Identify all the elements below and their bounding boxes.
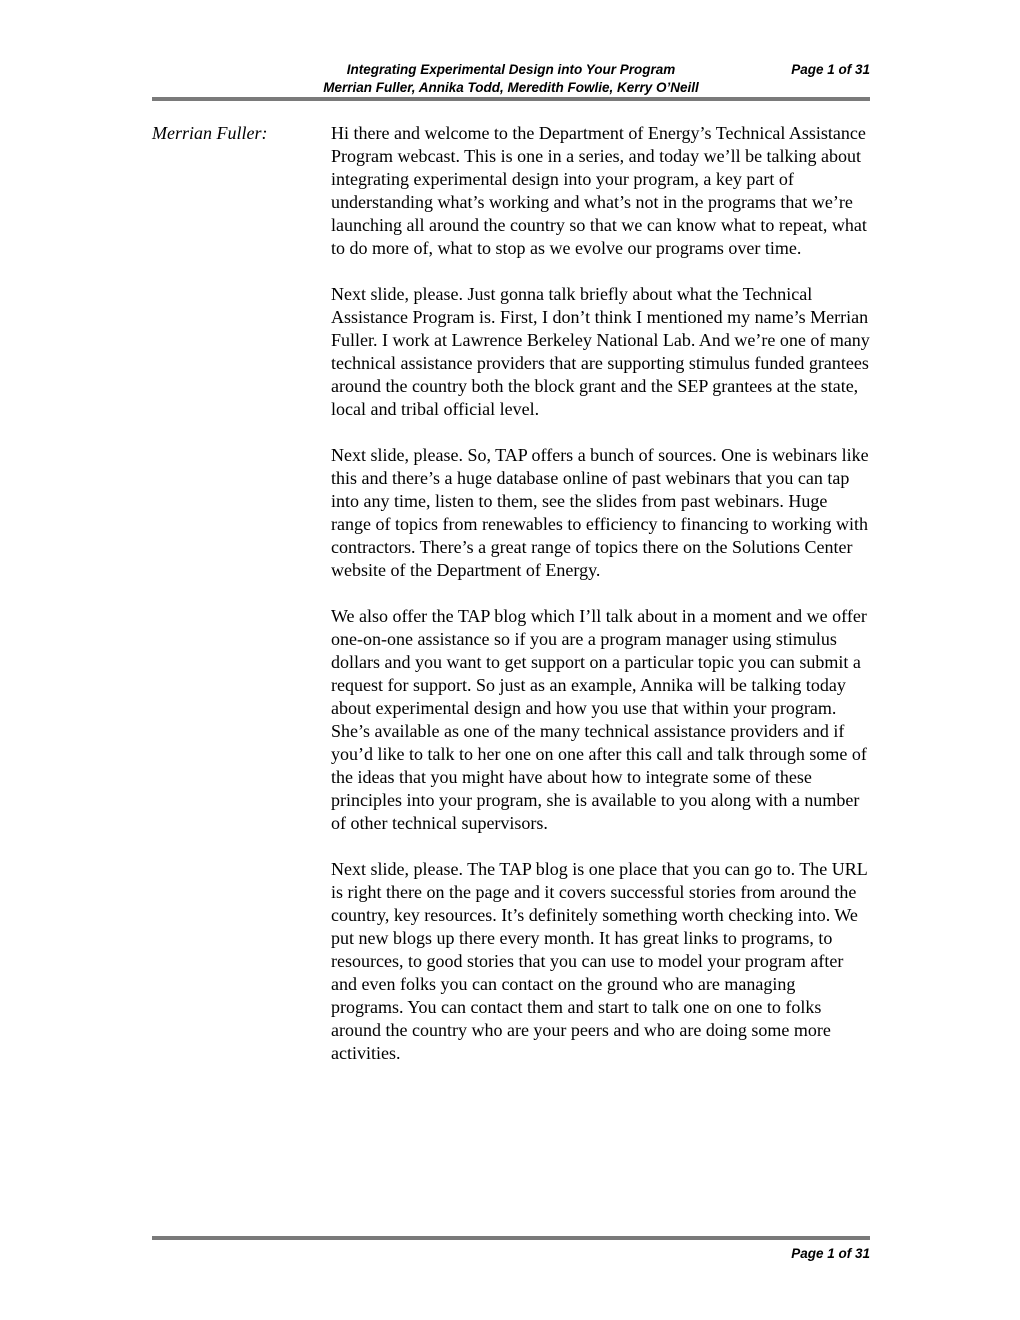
footer-divider [152, 1236, 870, 1240]
transcript-paragraph: Next slide, please. So, TAP offers a bunch of sources. One is webinars like this and there’s a huge database online of past webinars that you can tap into any time, listen to them, see the slides from past webinars. Huge range of topics from renewables to efficiency to financing to working with contractors. There’s a great range of topics there on the Solutions Center website of the Department of Energy. [331, 445, 869, 580]
transcript-paragraph: Next slide, please. Just gonna talk briefly about what the Technical Assistance Program is. First, I don’t think I mentioned my name’s Merrian Fuller. I work at Lawrence Berkeley National Lab. And we’re one of many technical assistance providers that are supporting stimulus funded grantees around the country both the block grant and the SEP grantees at the state, local and tribal official level. [331, 284, 870, 419]
transcript-paragraph: We also offer the TAP blog which I’ll talk about in a moment and we offer one-on-one assistance so if you are a program manager using stimulus dollars and you want to get support on a particular topic you can submit a request for support. So just as an example, Annika will be talking today about experimental design and how you use that within your program. She’s available as one of the many technical assistance providers and if you’d like to talk to her one on one after this call and talk through some of the ideas that you might have about how to integrate some of these principles into your program, she is available to you along with a number of other technical supervisors. [331, 606, 867, 833]
header-title-row [152, 61, 870, 79]
transcript-paragraph: Hi there and welcome to the Department of Energy’s Technical Assistance Program webcast. This is one in a series, and today we’ll be talking about integrating experimental design into your program, a key part of understanding what’s working and what’s not in the programs that we’re launching all around the country so that we can know what to repeat, what to do more of, what to stop as we evolve our programs over time. [331, 123, 867, 258]
header-authors-row [152, 79, 870, 97]
page-header [152, 61, 870, 97]
footer-page-number: Page 1 of 31 [791, 1246, 870, 1261]
transcript-paragraph: Next slide, please. The TAP blog is one place that you can go to. The URL is right there on the page and it covers successful stories from around the country, key resources. It’s definitely something worth checking into. We put new blogs up there every month. It has great links to programs, to resources, to good stories that you can use to model your program after and even folks you can contact on the ground who are managing programs. You can contact them and start to talk one on one to folks around the country who are your peers and who are doing some more activities. [331, 859, 868, 1063]
header-page-number: Page 1 of 31 [791, 62, 870, 77]
header-divider [152, 97, 870, 101]
transcript-body [331, 122, 871, 1088]
speaker-label: Merrian Fuller: [152, 123, 268, 143]
document-title: Integrating Experimental Design into Your Program [346, 62, 676, 77]
document-authors: Merrian Fuller, Annika Todd, Meredith Fowlie, Kerry O’Neill [323, 80, 699, 95]
